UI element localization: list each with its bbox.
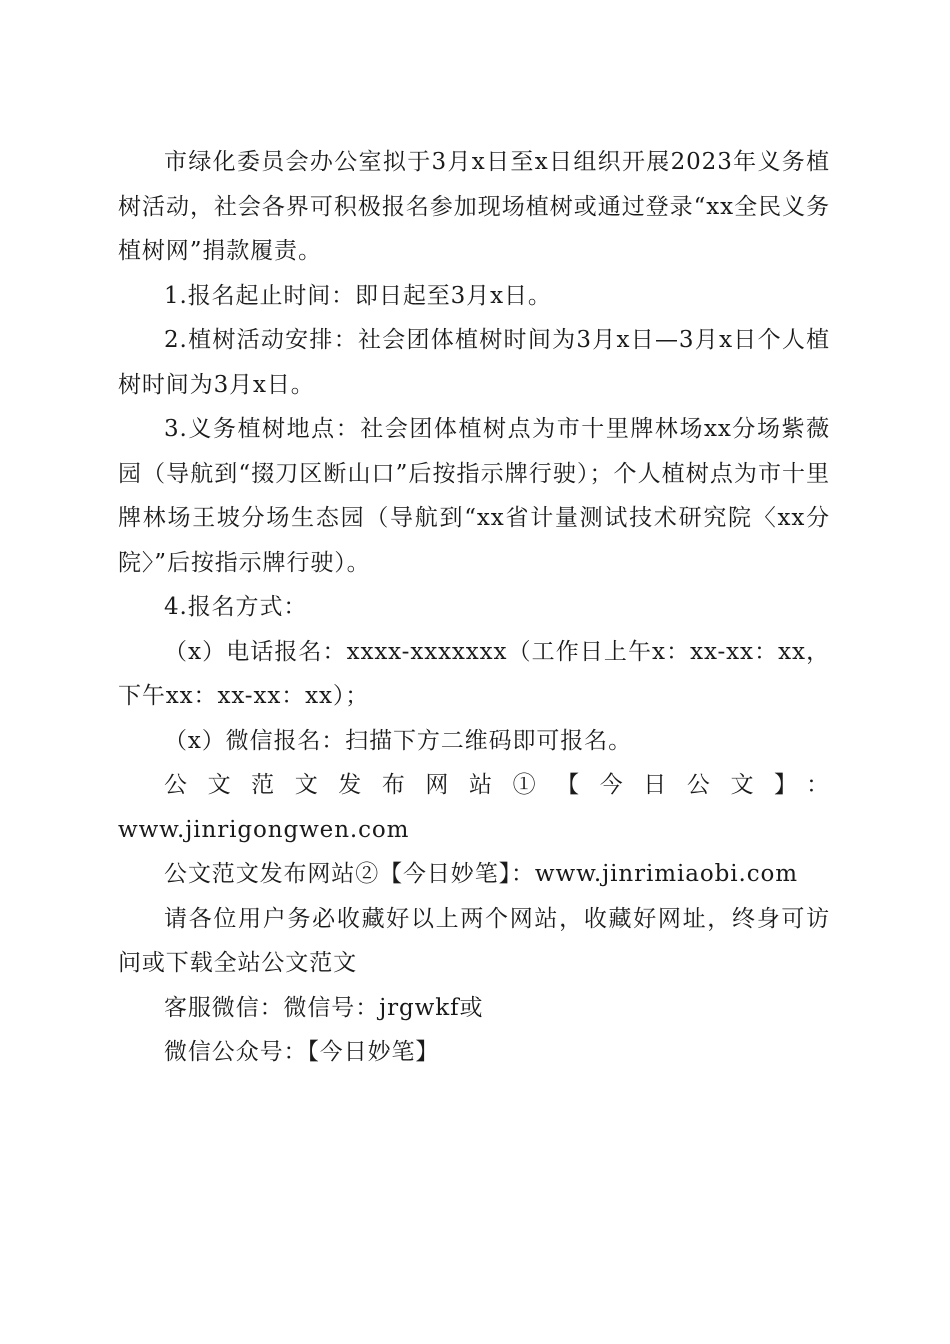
paragraph-wechat-registration: （x）微信报名：扫描下方二维码即可报名。 — [164, 727, 632, 754]
paragraph-phone-registration: （x）电话报名：xxxx-xxxxxxx（工作日上午x：xx-xx：xx，下午xx：xx-xx：xx）； — [118, 638, 830, 709]
paragraph-location: 3.义务植树地点：社会团体植树点为市十里牌林场xx分场紫薇园（导航到“掇刀区断山口”后按指示牌行驶）；个人植树点为市十里牌林场王坡分场生态园（导航到“xx省计量测试技术研究院〈xx分院〉”后按指示牌行驶）。 — [118, 416, 830, 576]
reminder-paragraph: 请各位用户务必收藏好以上两个网站，收藏好网址，终身可访问或下载全站公文范文 — [118, 905, 830, 976]
public-account: 微信公众号：【今日妙笔】 — [164, 1039, 440, 1065]
site1-label: 公文范文发布网站①【今日公文】： — [164, 772, 830, 798]
service-wechat: 客服微信：微信号：jrgwkf或 — [164, 994, 484, 1021]
document-body — [118, 140, 830, 1075]
site2-line: 公文范文发布网站②【今日妙笔】：www.jinrimiaobi.com — [164, 861, 798, 887]
paragraph-registration-period: 1.报名起止时间：即日起至3月x日。 — [164, 282, 552, 309]
paragraph-schedule: 2.植树活动安排：社会团体植树时间为3月x日—3月x日个人植树时间为3月x日。 — [118, 327, 830, 398]
site1-url[interactable]: www.jinrigongwen.com — [118, 816, 410, 843]
paragraph-registration-method: 4.报名方式： — [164, 594, 308, 620]
paragraph-intro: 市绿化委员会办公室拟于3月x日至x日组织开展2023年义务植树活动，社会各界可积极报名参加现场植树或通过登录“xx全民义务植树网”捐款履责。 — [118, 149, 830, 264]
